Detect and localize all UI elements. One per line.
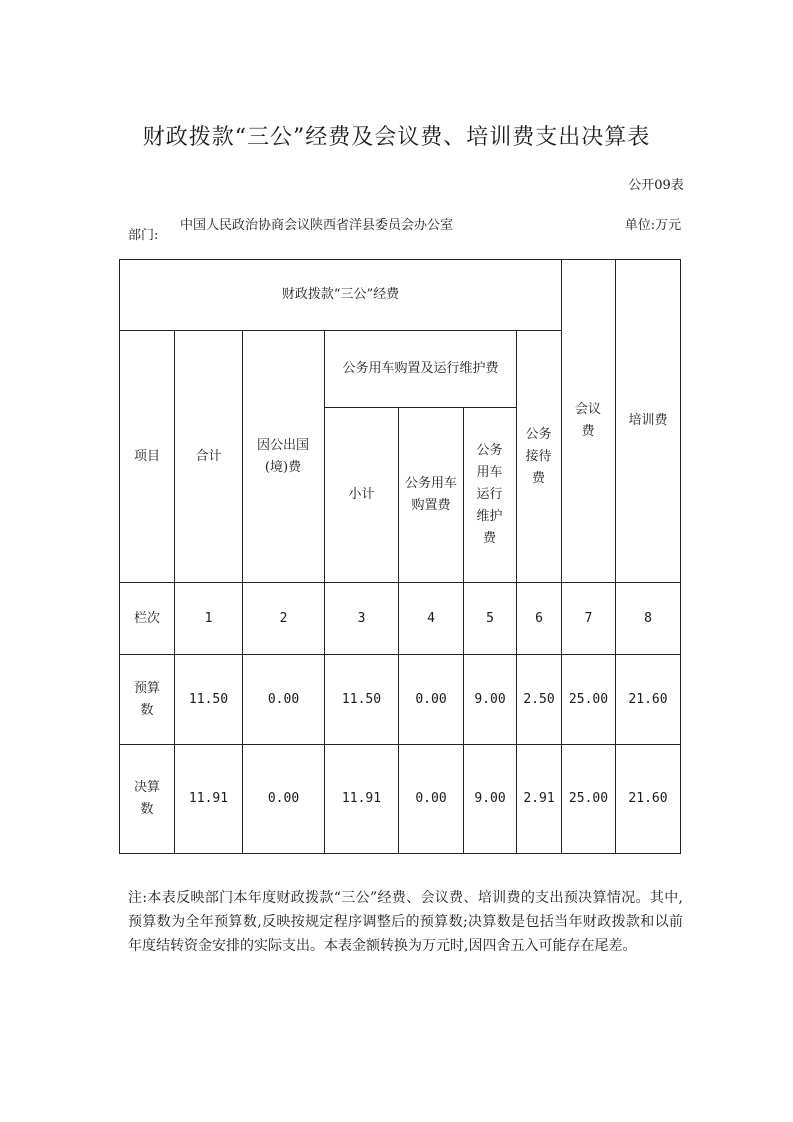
table-cell: 11.91 [188,791,229,806]
table-cell: 0.00 [415,691,447,707]
table-cell: 21.60 [628,791,668,806]
header-car-group: 公务用车购置及运行维护费 [342,361,499,376]
header-sangong-group: 财政拨款“三公”经费 [281,287,400,302]
table-cell: 2.50 [523,691,555,707]
table-cell: 11.91 [341,791,382,806]
table-cell: 0.00 [415,791,447,806]
table-cell: 2 [279,610,288,626]
header-total: 合计 [195,448,222,464]
table-cell: 21.60 [628,691,668,707]
table-cell: 25.00 [568,791,609,806]
table-cell: 25.00 [568,691,609,707]
table-cell: 1 [204,610,213,626]
page-title: 财政拨款“三公”经费及会议费、培训费支出决算表 [142,125,651,150]
row-label-budget: 预算数 [133,680,160,718]
table-cell: 9.00 [474,791,506,806]
table-cell: 11.50 [188,691,229,707]
table-cell: 9.00 [474,691,506,707]
table-cell: 7 [584,610,593,626]
row-label-index: 栏次 [133,610,160,626]
unit-label: 单位:万元 [624,218,682,233]
header-car-subtotal: 小计 [348,487,375,502]
table-cell: 0.00 [267,691,300,707]
table-cell: 5 [486,610,494,626]
header-abroad: 因公出国(境)费 [256,437,309,475]
department-name: 中国人民政治协商会议陕西省洋县委员会办公室 [180,218,454,233]
table-cell: 11.50 [341,691,382,707]
header-car-operation: 公务用车运行维护费 [476,443,503,546]
table-cell: 0.00 [267,791,300,806]
header-meeting: 会议费 [574,402,601,439]
header-training: 培训费 [628,413,668,428]
table-cell: 3 [357,610,366,626]
header-car-purchase: 公务用车购置费 [404,476,457,513]
department-label: 部门: [128,228,159,243]
table-cell: 6 [535,610,543,626]
header-reception: 公务接待费 [525,426,552,486]
form-code: 公开09表 [628,178,684,193]
table-cell: 8 [644,610,652,626]
table-cell: 4 [427,610,435,626]
header-item: 项目 [133,448,160,464]
footnote: 注:本表反映部门本年度财政拨款“三公”经费、会议费、培训费的支出预决算情况。其中,预算数为全年预算数,反映按规定程序调整后的预算数;决算数是包括当年财政拨款和以前年度结转资金安排的实际支出。本表金额转换为万元时,因四舍五入可能存在尾差。 [128,890,683,954]
row-label-actual: 决算数 [133,780,160,817]
table-cell: 2.91 [523,791,555,806]
